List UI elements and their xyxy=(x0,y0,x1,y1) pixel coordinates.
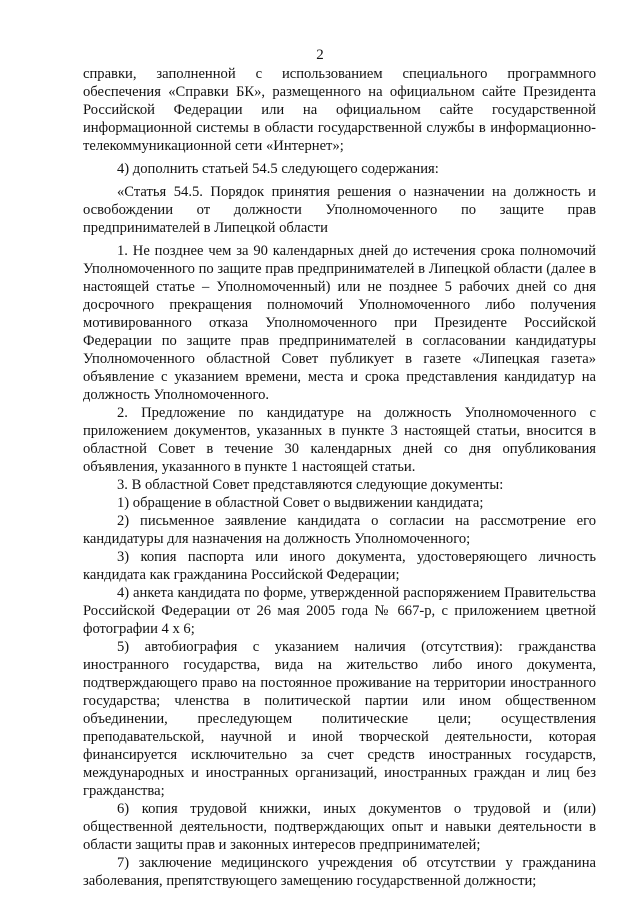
page-number: 2 xyxy=(316,47,324,63)
list-item-6: 6) копия трудовой книжки, иных документов о трудовой и (или) общественной деятельности, подтверждающих опыт и навыки деятельности в области защиты прав и законных интересов предпринимателей; xyxy=(83,801,596,853)
list-item-1: 1) обращение в областной Совет о выдвижении кандидата; xyxy=(117,495,484,511)
list-item-7: 7) заключение медицинского учреждения об отсутствии у гражданина заболевания, препятствующего замещению государственной должности; xyxy=(83,855,596,889)
article-heading: «Статья 54.5. Порядок принятия решения о назначении на должность и освобождении от должности Уполномоченного по защите прав предпринимателей в Липецкой области xyxy=(83,184,596,236)
list-item-3: 3) копия паспорта или иного документа, удостоверяющего личность кандидата как гражданина Российской Федерации; xyxy=(83,549,596,583)
clause-2: 2. Предложение по кандидатуре на должность Уполномоченного с приложением документов, указанных в пункте 3 настоящей статьи, вносится в областной Совет в течение 30 календарных дней со дня опубликования объявления, указанного в пункте 1 настоящей статьи. xyxy=(83,405,596,475)
list-item-5: 5) автобиография с указанием наличия (отсутствия): гражданства иностранного государства, вида на жительство либо иного документа, подтверждающего право на постоянное проживание на территории иностранного государства; членства в политической партии или ином общественном объединении, преследующем политические цели; осуществления преподавательской, научной и иной творческой деятельности, которая финансируется исключительно за счет средств иностранных государств, международных и иностранных организаций, иностранных граждан и лиц без гражданства; xyxy=(83,639,596,799)
clause-1: 1. Не позднее чем за 90 календарных дней до истечения срока полномочий Уполномоченного по защите прав предпринимателей в Липецкой области (далее в настоящей статье – Уполномоченный) или не позднее 5 рабочих дней со дня досрочного прекращения полномочий Уполномоченного либо получения мотивированного отказа Уполномоченного при Президенте Российской Федерации по защите прав предпринимателей в согласовании кандидатуры Уполномоченного областной Совет публикует в газете «Липецкая газета» объявление с указанием времени, места и срока представления кандидатур на должность Уполномоченного. xyxy=(83,243,596,403)
document-body xyxy=(83,65,596,890)
clause-3: 3. В областной Совет представляются следующие документы: xyxy=(117,477,504,493)
list-item-4: 4) анкета кандидата по форме, утвержденной распоряжением Правительства Российской Федерации от 26 мая 2005 года № 667-р, с приложением цветной фотографии 4 х 6; xyxy=(83,585,596,637)
paragraph-continuation: справки, заполненной с использованием специального программного обеспечения «Справки БК», размещенного на официальном сайте Президента Российской Федерации или на официальном сайте государственной информационной системы в области государственной службы в информационно-телекоммуникационной сети «Интернет»; xyxy=(83,66,596,154)
list-item-2: 2) письменное заявление кандидата о согласии на рассмотрение его кандидатуры для назначения на должность Уполномоченного; xyxy=(83,513,596,547)
paragraph-item-4: 4) дополнить статьей 54.5 следующего содержания: xyxy=(117,161,439,177)
